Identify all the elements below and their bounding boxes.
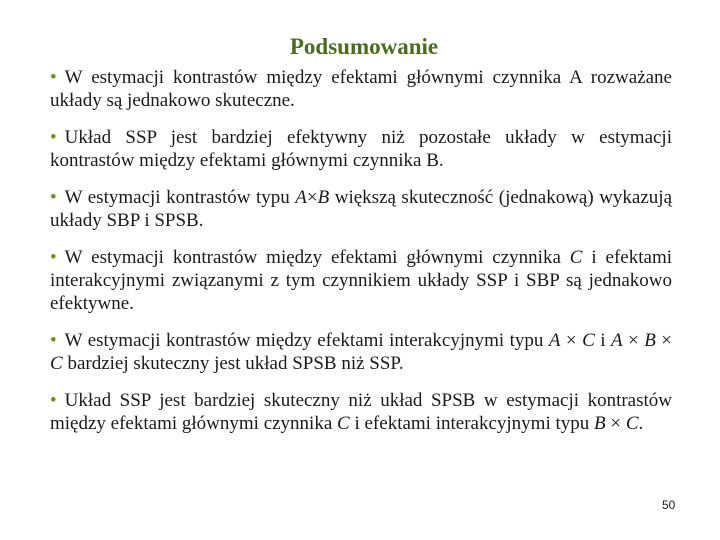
bullet-text [50, 67, 672, 111]
math-variable: B [317, 187, 330, 208]
text-run: W estymacji kontrastów między efektami interakcyjnymi typu [64, 330, 549, 351]
text-run: większą skuteczność (jednakową) wykazują układy SBP i SPSB. [50, 187, 672, 231]
math-variable: C [582, 330, 595, 351]
math-variable: C [569, 247, 583, 268]
bullet-point-2 [50, 126, 672, 172]
text-run: Układ SSP jest bardziej skuteczny niż układ SPSB w estymacji kontrastów między efektami głównymi czynnika [50, 390, 672, 434]
math-operator: × [605, 413, 626, 434]
bullet-point-6 [50, 389, 672, 435]
math-variable: A [610, 330, 623, 351]
text-run: i [594, 330, 611, 351]
bullet-icon: • [50, 67, 57, 88]
slide-title: Podsumowanie [289, 34, 439, 59]
math-variable: C [337, 413, 350, 434]
bullet-text [50, 247, 672, 314]
text-run: W estymacji kontrastów typu [64, 187, 296, 208]
text-run: i efektami interakcyjnymi związanymi z tym czynnikiem układy SSP i SBP są jednakowo efektywne. [50, 247, 672, 314]
math-variable: B [594, 413, 606, 434]
bullet-point-5 [50, 329, 672, 375]
bullet-point-4 [50, 246, 672, 315]
math-variable: B [644, 330, 656, 351]
math-variable: A [295, 187, 307, 208]
bullet-list [50, 66, 672, 449]
math-operator: × [655, 330, 672, 351]
bullet-text [50, 390, 672, 434]
text-run: i efektami interakcyjnymi typu [349, 413, 595, 434]
text-run: W estymacji kontrastów między efektami głównymi czynnika [64, 247, 570, 268]
text-run: . [638, 413, 644, 434]
math-operator: × [622, 330, 645, 351]
bullet-text [50, 330, 672, 374]
math-operator: × [306, 187, 318, 208]
bullet-point-3 [50, 186, 672, 232]
text-run: Układ SSP jest bardziej efektywny niż pozostałe układy w estymacji kontrastów między efektami głównymi czynnika B. [50, 127, 672, 171]
bullet-icon: • [50, 330, 57, 351]
bullet-icon: • [50, 127, 57, 148]
bullet-icon: • [50, 247, 57, 268]
page-number: 50 [662, 498, 676, 512]
bullet-icon: • [50, 187, 57, 208]
text-run: W estymacji kontrastów między efektami głównymi czynnika A rozważane układy są jednakowo skuteczne. [50, 67, 672, 111]
math-operator: × [560, 330, 583, 351]
math-variable: A [548, 330, 561, 351]
bullet-point-1 [50, 66, 672, 112]
math-variable: C [625, 413, 639, 434]
text-run: bardziej skuteczny jest układ SPSB niż SSP. [62, 353, 404, 374]
math-variable: C [50, 353, 63, 374]
bullet-text [50, 127, 672, 171]
bullet-text [50, 187, 672, 231]
bullet-icon: • [50, 390, 57, 411]
